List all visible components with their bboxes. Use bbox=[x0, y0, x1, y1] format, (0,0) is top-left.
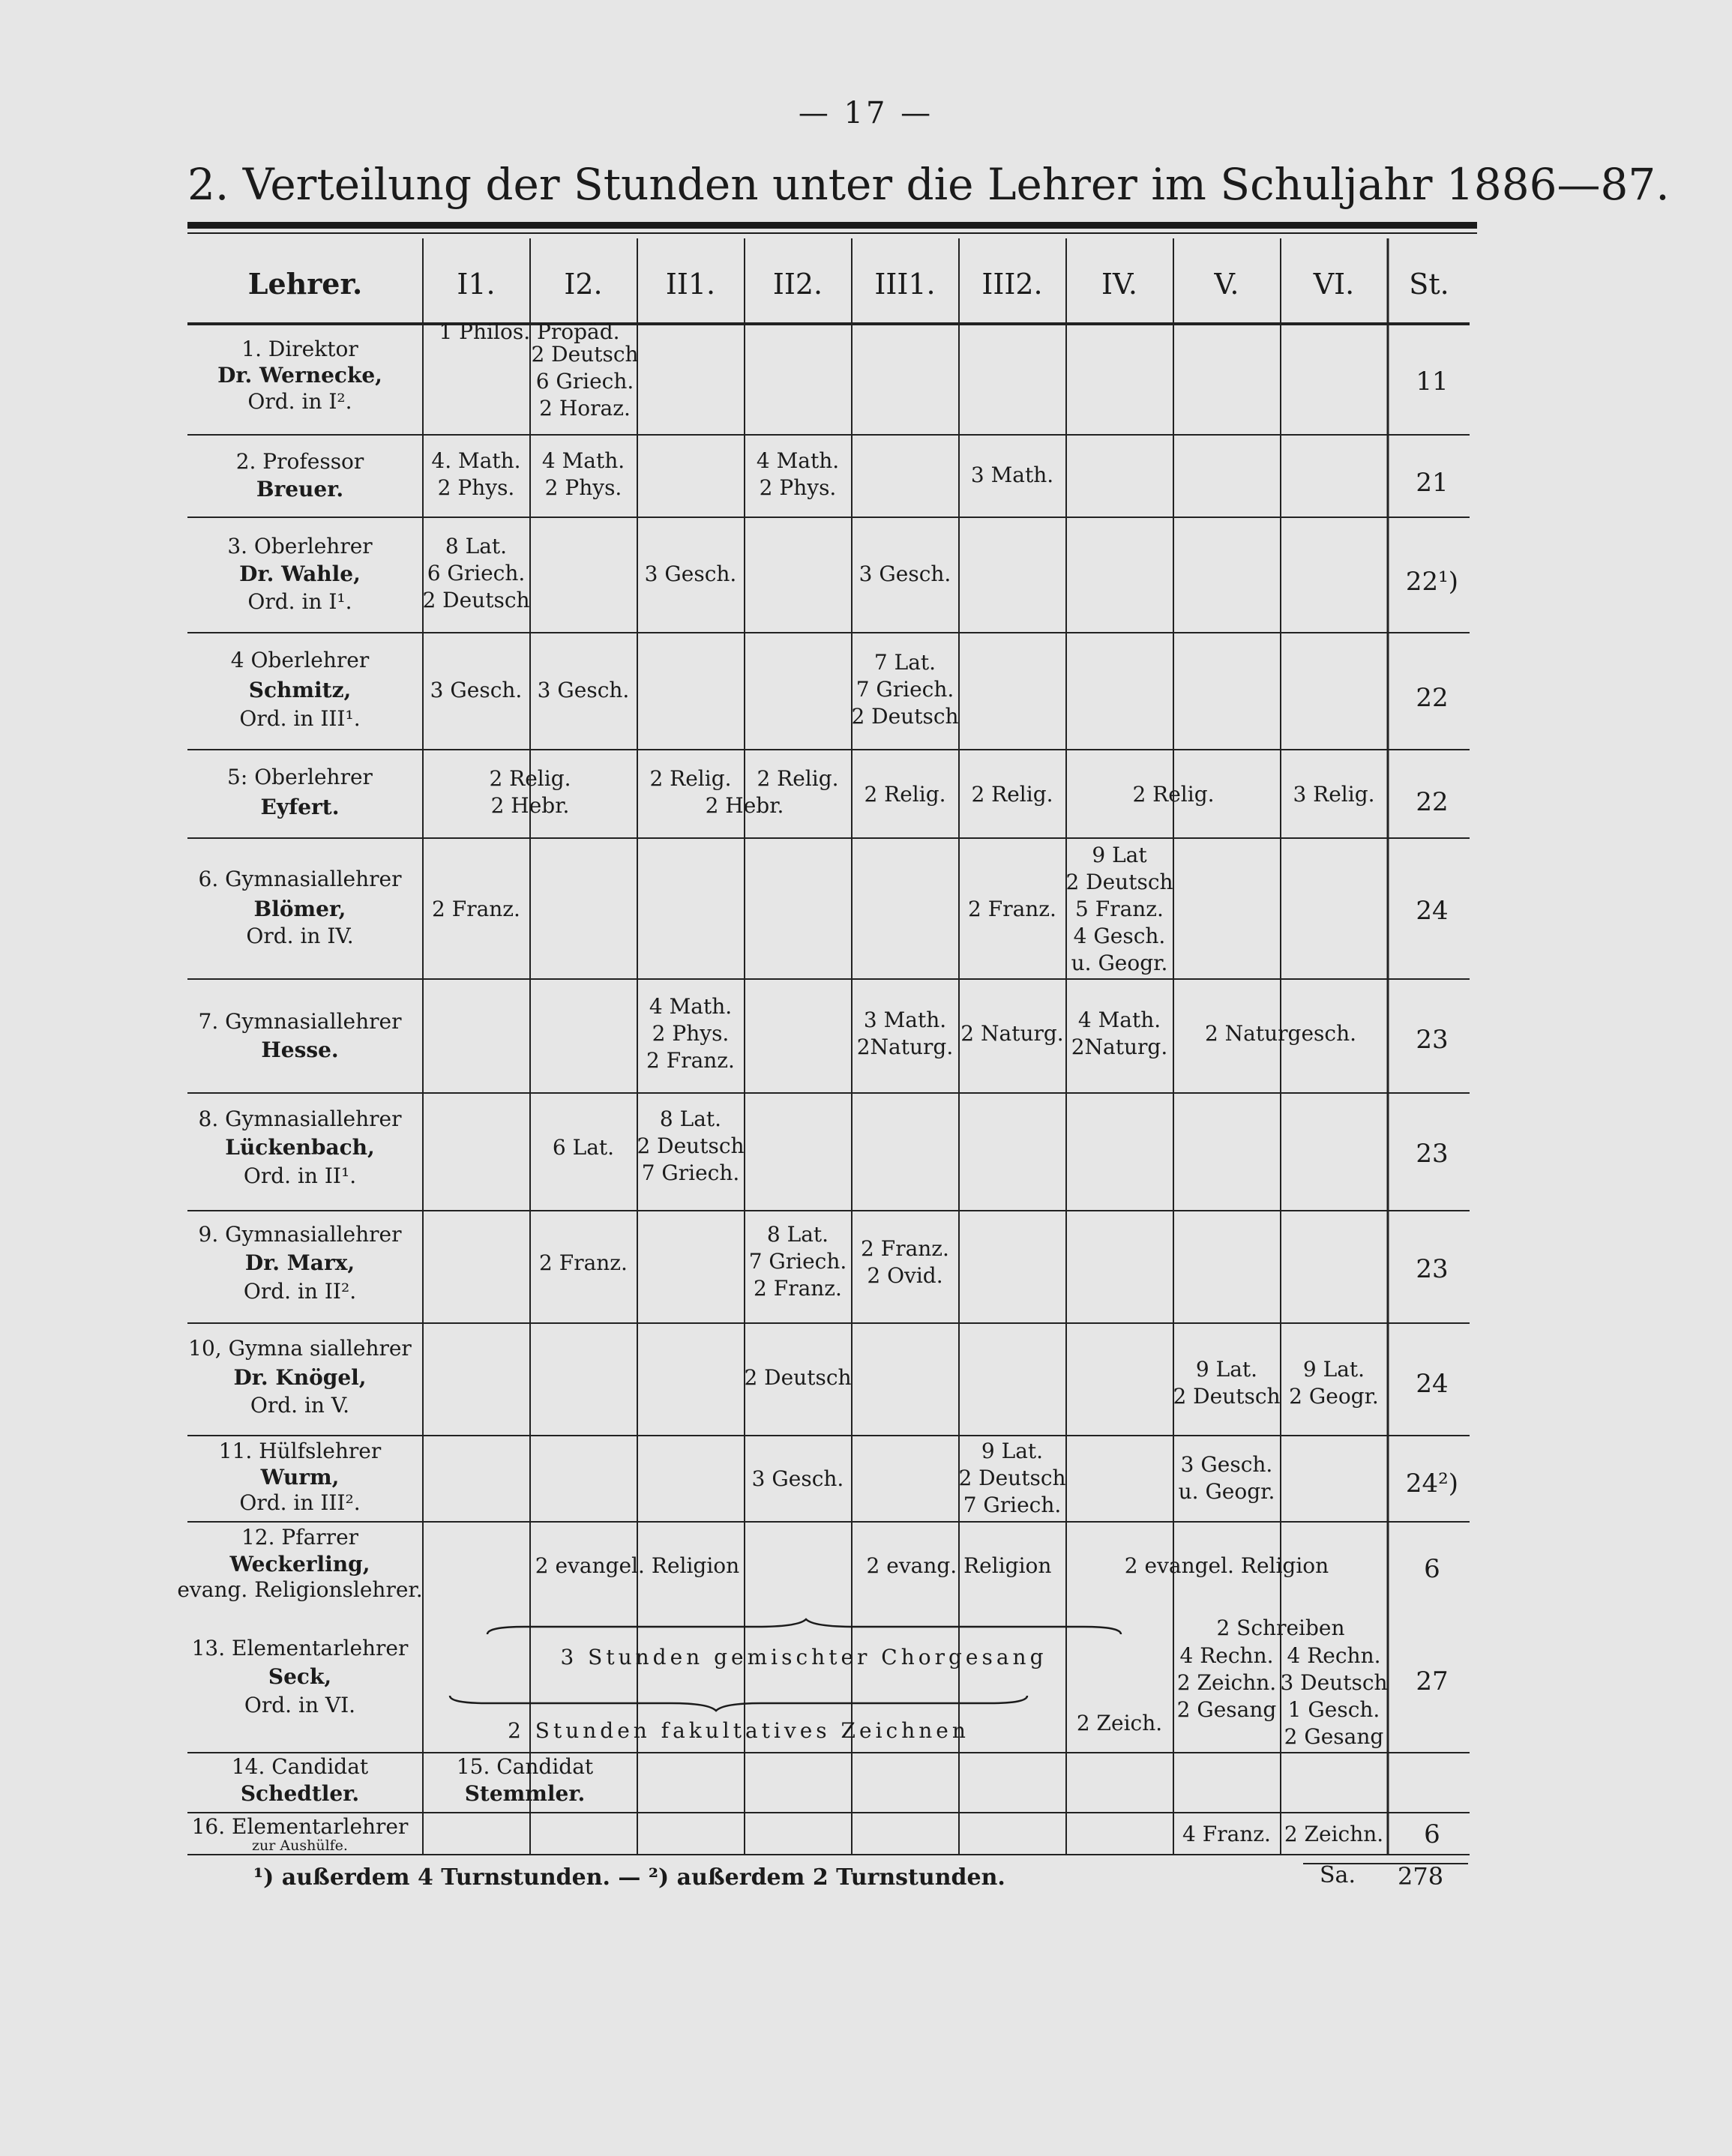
cell-line: 8 Lat. bbox=[659, 1106, 722, 1131]
cell-line: 2Naturg. bbox=[1071, 1035, 1168, 1059]
cell bbox=[861, 1236, 949, 1288]
cell bbox=[744, 1365, 851, 1390]
teacher-ordinarius: Ord. in I². bbox=[247, 389, 352, 414]
sum-row-10: 24 bbox=[1416, 1369, 1449, 1399]
cell bbox=[1205, 1021, 1356, 1046]
cell bbox=[1071, 1008, 1168, 1059]
cell-line: 2 Franz. bbox=[861, 1236, 949, 1261]
cell-line: 2 Deutsch bbox=[851, 704, 959, 729]
sum-row-12: 6 bbox=[1424, 1554, 1440, 1584]
cell-line: 2 Deutsch bbox=[531, 342, 639, 367]
cell-line: 2 Phys. bbox=[652, 1021, 730, 1046]
teacher-title: 8. Gymnasiallehrer bbox=[198, 1106, 402, 1131]
cell bbox=[1182, 1822, 1271, 1846]
header-col-3: II1. bbox=[665, 268, 716, 301]
teacher-14-15 bbox=[232, 1754, 594, 1806]
zeichnen-brace bbox=[450, 1696, 1027, 1711]
cell-line: 2 Zeichn. bbox=[1176, 1670, 1277, 1695]
sum-row-1: 11 bbox=[1416, 367, 1449, 397]
teacher-title: 9. Gymnasiallehrer bbox=[198, 1222, 402, 1247]
cell bbox=[431, 448, 520, 500]
teacher-name: Schmitz, bbox=[248, 678, 352, 702]
cell bbox=[645, 561, 737, 586]
teacher-title: 15. Candidat bbox=[456, 1754, 594, 1779]
footnote: ¹) außerdem 4 Turnstunden. — ²) außerdem 2 Turnstunden. bbox=[253, 1864, 1005, 1891]
cell-line: 2 evangel. Religion bbox=[535, 1553, 740, 1578]
cell-line: 1 Philos. Propäd. bbox=[439, 319, 620, 344]
cell-line: 9 Lat. bbox=[981, 1439, 1044, 1463]
cell bbox=[1077, 1711, 1162, 1735]
teacher-5 bbox=[227, 765, 373, 819]
cell-line: 2 Gesang bbox=[1284, 1724, 1384, 1749]
cell bbox=[1179, 1452, 1275, 1504]
header-col-9: VI. bbox=[1313, 268, 1355, 301]
teacher-title: 10, Gymna siallehrer bbox=[188, 1336, 412, 1361]
teacher-ordinarius: Ord. in III². bbox=[239, 1490, 361, 1515]
cell-line: 4 Gesch. bbox=[1073, 924, 1166, 948]
total-label: Sa. bbox=[1320, 1862, 1356, 1888]
teacher-name: Wurm, bbox=[260, 1465, 340, 1490]
cell-line: u. Geogr. bbox=[1178, 1479, 1275, 1504]
teacher-10 bbox=[188, 1336, 412, 1418]
cell bbox=[1289, 1357, 1379, 1409]
header-col-st: St. bbox=[1409, 268, 1449, 301]
sum-row-16: 6 bbox=[1424, 1819, 1440, 1849]
cell-line: 3 Math. bbox=[970, 463, 1054, 487]
cell-line: 2 Franz. bbox=[432, 897, 520, 921]
header-col-6: III2. bbox=[981, 268, 1043, 301]
sum-row-9: 23 bbox=[1416, 1254, 1449, 1284]
sum-row-5: 22 bbox=[1416, 787, 1449, 817]
cell-line: 2 Phys. bbox=[544, 475, 622, 500]
cell bbox=[1280, 1643, 1387, 1749]
header-col-5: III1. bbox=[874, 268, 936, 301]
sum-row-11: 24²) bbox=[1405, 1469, 1459, 1499]
teacher-ordinarius: evang. Religionslehrer. bbox=[177, 1577, 423, 1602]
teacher-ordinarius: Ord. in I¹. bbox=[247, 589, 352, 614]
cell-line: 3 Math. bbox=[863, 1008, 947, 1032]
cell bbox=[439, 319, 619, 344]
cell bbox=[649, 766, 731, 791]
cell-line: 3 Deutsch bbox=[1280, 1670, 1388, 1695]
cell-line: 4. Math. bbox=[431, 448, 521, 473]
cell-line: 2 Stunden fakultatives Zeichnen bbox=[508, 1718, 969, 1743]
teacher-ordinarius: Ord. in II². bbox=[243, 1279, 357, 1304]
cell-line: 7 Griech. bbox=[856, 677, 954, 702]
cell-line: 2 Phys. bbox=[437, 475, 515, 500]
cell bbox=[1216, 1616, 1344, 1640]
cell bbox=[542, 448, 625, 500]
cell bbox=[757, 766, 838, 791]
teacher-title: 11. Hülfslehrer bbox=[218, 1439, 382, 1463]
teacher-name: Dr. Marx, bbox=[244, 1250, 355, 1275]
teacher-title: 2. Professor bbox=[235, 449, 364, 474]
cell-line: 2 Naturgesch. bbox=[1204, 1021, 1357, 1046]
cell-line: 5 Franz. bbox=[1075, 897, 1164, 921]
teacher-title: 12. Pfarrer bbox=[241, 1525, 359, 1550]
teacher-7 bbox=[199, 1009, 403, 1062]
cell bbox=[1177, 1643, 1277, 1722]
cell-line: 2 Relig. bbox=[649, 766, 732, 791]
cell-line: 3 Gesch. bbox=[1180, 1452, 1273, 1477]
cell-line: 2 Relig. bbox=[489, 766, 571, 791]
cell bbox=[560, 1645, 1047, 1669]
teacher-title: 5: Oberlehrer bbox=[227, 765, 373, 789]
cell-line: 2Naturg. bbox=[856, 1035, 954, 1059]
cell-line: 2 Naturg. bbox=[960, 1021, 1064, 1046]
cell-line: 4 Franz. bbox=[1182, 1822, 1271, 1846]
teacher-title: 14. Candidat bbox=[231, 1754, 369, 1779]
cell-line: 4 Rechn. bbox=[1287, 1643, 1381, 1668]
cell-line: 2 Deutsch bbox=[1173, 1384, 1281, 1409]
cell-line: 4 Math. bbox=[649, 994, 733, 1019]
cell-line: 8 Lat. bbox=[445, 534, 508, 558]
cell bbox=[430, 678, 523, 702]
cell-line: 2 Deutsch bbox=[422, 588, 530, 612]
cell-line: 2 Franz. bbox=[968, 897, 1056, 921]
cell bbox=[960, 1021, 1063, 1046]
teacher-title: 3. Oberlehrer bbox=[227, 534, 373, 558]
cell-line: 2 Hebr. bbox=[705, 793, 784, 818]
cell-line: u. Geogr. bbox=[1071, 951, 1168, 975]
cell-line: 4 Rechn. bbox=[1179, 1643, 1274, 1668]
teacher-ordinarius: Ord. in III¹. bbox=[239, 706, 361, 731]
cell-line: 9 Lat. bbox=[1302, 1357, 1365, 1382]
teacher-title: 6. Gymnasiallehrer bbox=[198, 867, 402, 891]
cell bbox=[637, 1106, 744, 1185]
sum-row-3: 22¹) bbox=[1405, 567, 1459, 597]
cell-line: 2 evangel. Religion bbox=[1124, 1553, 1329, 1578]
cell bbox=[1132, 782, 1214, 807]
cell bbox=[864, 782, 945, 807]
header-col-4: II2. bbox=[772, 268, 823, 301]
teacher-title: 1. Direktor bbox=[241, 337, 358, 361]
teacher-title: 4 Oberlehrer bbox=[230, 648, 370, 672]
cell bbox=[531, 342, 638, 421]
cell-line: 2 Deutsch bbox=[744, 1365, 852, 1390]
cell-line: 7 Griech. bbox=[641, 1160, 740, 1185]
cell-line: 2 Deutsch bbox=[637, 1133, 745, 1158]
cell-line: 2 Deutsch bbox=[1065, 870, 1173, 894]
teacher-title: 16. Elementarlehrer bbox=[191, 1814, 409, 1839]
teacher-name: Schedtler. bbox=[240, 1781, 360, 1806]
cell bbox=[859, 561, 951, 586]
cell-line: 2 Relig. bbox=[1132, 782, 1215, 807]
teacher-title: 13. Elementarlehrer bbox=[191, 1636, 409, 1660]
sum-row-7: 23 bbox=[1416, 1025, 1449, 1055]
cell bbox=[538, 678, 630, 702]
cell-line: 2 evang. Religion bbox=[866, 1553, 1052, 1578]
cell-line: 2 Franz. bbox=[646, 1048, 735, 1073]
header-col-1: I1. bbox=[457, 268, 496, 301]
cell bbox=[1284, 1822, 1383, 1846]
cell-line: 2 Schreiben bbox=[1216, 1616, 1345, 1640]
teacher-8 bbox=[199, 1106, 403, 1188]
cell-line: 2 Deutsch bbox=[958, 1466, 1066, 1490]
teacher-name: Breuer. bbox=[256, 477, 344, 502]
header-col-8: V. bbox=[1214, 268, 1239, 301]
cell bbox=[867, 1553, 1052, 1578]
teacher-13 bbox=[192, 1636, 409, 1717]
cell-line: 2 Relig. bbox=[864, 782, 946, 807]
cell bbox=[508, 1718, 969, 1743]
teacher-title: 7. Gymnasiallehrer bbox=[198, 1009, 402, 1034]
cell-line: 9 Lat. bbox=[1195, 1357, 1258, 1382]
cell-line: 2 Zeich. bbox=[1076, 1711, 1163, 1735]
cell-line: 2 Zeichn. bbox=[1284, 1822, 1384, 1846]
cell-line: 4 Math. bbox=[1077, 1008, 1161, 1032]
teacher-12 bbox=[177, 1525, 422, 1602]
header-lehrer: Lehrer. bbox=[247, 267, 363, 301]
cell bbox=[857, 1008, 954, 1059]
teacher-4 bbox=[231, 648, 370, 731]
cell bbox=[422, 534, 529, 612]
teacher-name: Dr. Wahle, bbox=[239, 561, 361, 586]
chorgesang-brace bbox=[487, 1619, 1121, 1634]
teacher-ordinarius: Ord. in VI. bbox=[244, 1693, 356, 1717]
page-number: — 17 — bbox=[798, 96, 934, 130]
cell-line: 6 Lat. bbox=[552, 1135, 615, 1160]
teacher-16 bbox=[192, 1814, 409, 1854]
teacher-ordinarius: Ord. in V. bbox=[250, 1393, 350, 1418]
cell-line: 1 Gesch. bbox=[1287, 1697, 1380, 1722]
cell-line: 7 Griech. bbox=[963, 1493, 1062, 1517]
cell-line: 2 Relig. bbox=[757, 766, 839, 791]
cell bbox=[958, 1439, 1065, 1517]
teacher-name: Weckerling, bbox=[229, 1552, 370, 1577]
cell-line: 4 Math. bbox=[756, 448, 840, 473]
teacher-name: Seck, bbox=[268, 1664, 332, 1689]
teacher-6 bbox=[199, 867, 403, 948]
cell-line: 2 Relig. bbox=[971, 782, 1053, 807]
header-col-7: IV. bbox=[1101, 268, 1137, 301]
sum-row-8: 23 bbox=[1416, 1139, 1449, 1169]
sum-row-6: 24 bbox=[1416, 896, 1449, 926]
cell-line: 4 Math. bbox=[541, 448, 625, 473]
sum-row-13: 27 bbox=[1416, 1666, 1449, 1696]
teacher-11 bbox=[219, 1439, 382, 1515]
cell bbox=[535, 1553, 739, 1578]
teacher-name: Hesse. bbox=[261, 1038, 339, 1062]
cell-line: 2 Franz. bbox=[539, 1250, 628, 1275]
teacher-2 bbox=[236, 449, 364, 502]
sum-row-4: 22 bbox=[1416, 683, 1449, 713]
cell-line: 3 Gesch. bbox=[644, 561, 737, 586]
cell bbox=[706, 793, 784, 818]
cell bbox=[971, 463, 1053, 487]
teacher-name: Stemmler. bbox=[464, 1781, 586, 1806]
teacher-name: Blömer, bbox=[253, 897, 346, 921]
teacher-name: Dr. Wernecke, bbox=[217, 363, 382, 388]
cell bbox=[757, 448, 839, 500]
cell bbox=[1173, 1357, 1280, 1409]
cell-line: 2 Hebr. bbox=[490, 793, 570, 818]
teacher-note: zur Aushülfe. bbox=[252, 1837, 348, 1854]
cell-line: 2 Gesang bbox=[1176, 1697, 1277, 1722]
cell bbox=[971, 782, 1053, 807]
cell-line: 2 Horaz. bbox=[539, 396, 631, 421]
cell bbox=[968, 897, 1056, 921]
cell-line: 3 Gesch. bbox=[751, 1466, 844, 1491]
cell-line: 2 Ovid. bbox=[867, 1263, 943, 1288]
cell-line: 6 Griech. bbox=[427, 561, 526, 585]
page-title: 2. Verteilung der Stunden unter die Lehrer im Schuljahr 1886—87. bbox=[187, 159, 1670, 210]
sum-row-2: 21 bbox=[1416, 468, 1449, 498]
cell bbox=[553, 1135, 614, 1160]
cell-line: 3 Gesch. bbox=[430, 678, 523, 702]
teacher-3 bbox=[227, 534, 373, 614]
cell-line: 2 Franz. bbox=[754, 1276, 842, 1301]
teacher-ordinarius: Ord. in IV. bbox=[246, 924, 354, 948]
cell-line: 7 Griech. bbox=[748, 1249, 847, 1274]
cell bbox=[432, 897, 520, 921]
cell bbox=[1293, 782, 1374, 807]
cell-line: 3 Gesch. bbox=[859, 561, 951, 586]
cell-line: 7 Lat. bbox=[873, 650, 936, 675]
cell bbox=[646, 994, 735, 1073]
cell-line: 3 Stunden gemischter Chorgesang bbox=[560, 1645, 1047, 1669]
cell bbox=[749, 1222, 847, 1301]
teacher-ordinarius: Ord. in II¹. bbox=[243, 1163, 357, 1188]
cell bbox=[1065, 843, 1173, 975]
teacher-1 bbox=[217, 337, 382, 414]
cell bbox=[1125, 1553, 1329, 1578]
cell bbox=[752, 1466, 844, 1491]
teacher-name: Eyfert. bbox=[260, 795, 340, 819]
teacher-name: Dr. Knögel, bbox=[233, 1365, 367, 1390]
cell-line: 3 Relig. bbox=[1293, 782, 1375, 807]
teacher-9 bbox=[199, 1222, 403, 1304]
cell-line: 6 Griech. bbox=[535, 369, 634, 394]
cell bbox=[851, 650, 958, 729]
teacher-name: Lückenbach, bbox=[225, 1135, 375, 1160]
cell-line: 2 Geogr. bbox=[1289, 1384, 1379, 1409]
cell-line: 3 Gesch. bbox=[537, 678, 630, 702]
total-value: 278 bbox=[1398, 1862, 1444, 1891]
cell bbox=[539, 1250, 628, 1275]
header-col-2: I2. bbox=[564, 268, 603, 301]
cell-line: 9 Lat bbox=[1092, 843, 1147, 867]
cell-line: 8 Lat. bbox=[766, 1222, 829, 1247]
cell-line: 2 Phys. bbox=[759, 475, 837, 500]
